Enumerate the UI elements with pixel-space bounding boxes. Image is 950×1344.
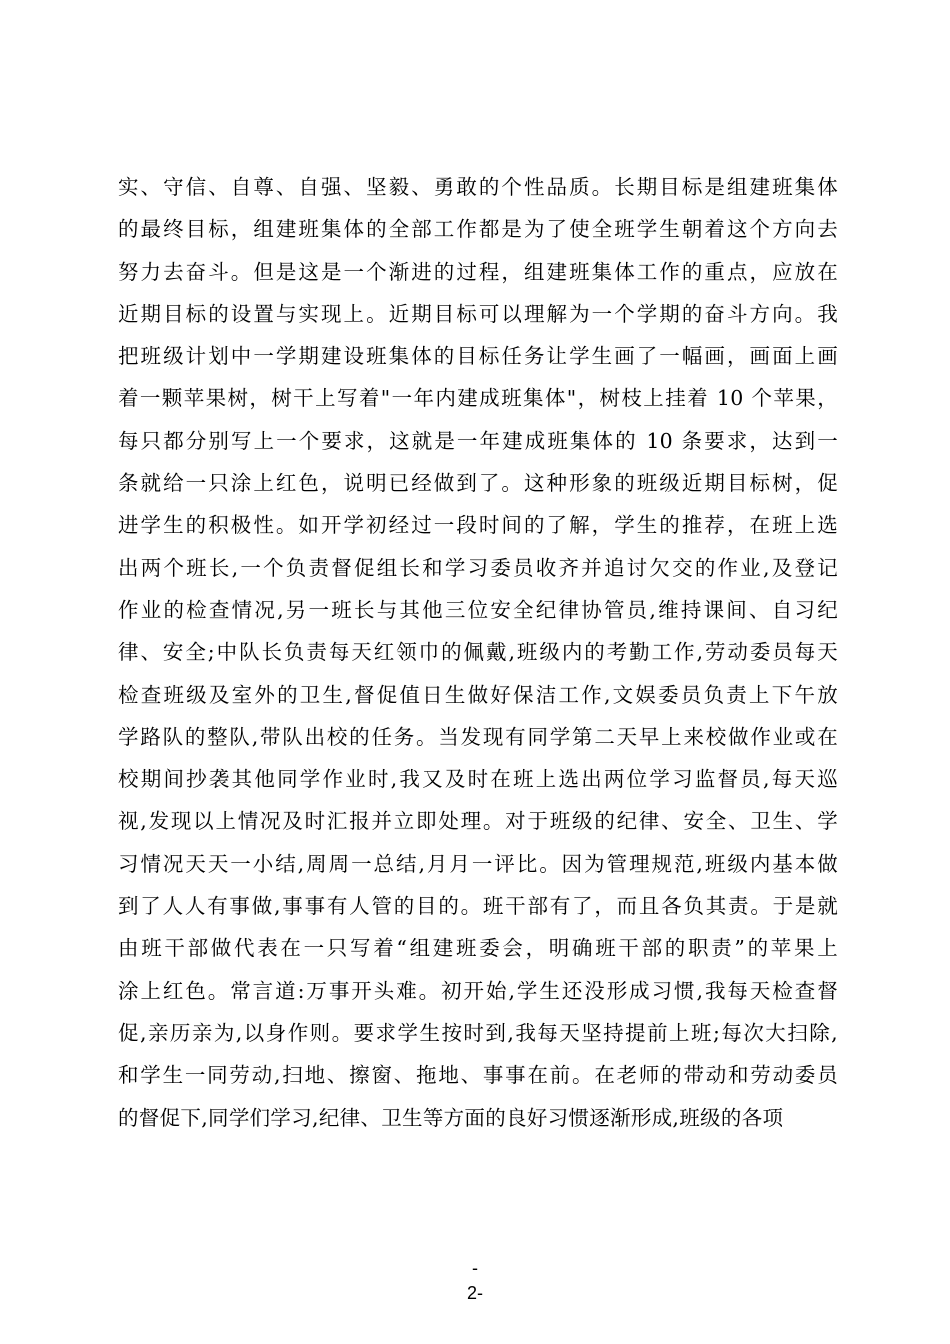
text-line: 着一颗苹果树，树干上写着"一年内建成班集体"，树枝上挂着 10 个苹果， [118, 386, 838, 411]
text-line: 学路队的整队,带队出校的任务。当发现有同学第二天早上来校做作业或在 [118, 724, 838, 749]
text-line: 出两个班长,一个负责督促组长和学习委员收齐并追讨欠交的作业,及登记 [118, 555, 838, 580]
text-line: 视,发现以上情况及时汇报并立即处理。对于班级的纪律、安全、卫生、学 [118, 809, 838, 834]
text-line: 近期目标的设置与实现上。近期目标可以理解为一个学期的奋斗方向。我 [118, 301, 838, 326]
text-line: 实、守信、自尊、自强、坚毅、勇敢的个性品质。长期目标是组建班集体 [118, 175, 838, 199]
footer-dash: - [472, 1258, 478, 1278]
text-line: 作业的检查情况,另一班长与其他三位安全纪律协管员,维持课间、自习纪 [118, 597, 838, 622]
text-line: 到了人人有事做,事事有人管的目的。班干部有了，而且各负其责。于是就 [118, 894, 838, 919]
text-line: 条就给一只涂上红色，说明已经做到了。这种形象的班级近期目标树，促 [118, 471, 838, 496]
text-line: 努力去奋斗。但是这是一个渐进的过程，组建班集体工作的重点，应放在 [118, 259, 838, 284]
text-line: 涂上红色。常言道:万事开头难。初开始,学生还没形成习惯,我每天检查督 [118, 978, 838, 1003]
text-line: 律、安全;中队长负责每天红领巾的佩戴,班级内的考勤工作,劳动委员每天 [118, 640, 838, 665]
text-line: 进学生的积极性。如开学初经过一段时间的了解，学生的推荐，在班上选 [118, 513, 838, 538]
text-line: 每只都分别写上一个要求，这就是一年建成班集体的 10 条要求，达到一 [118, 428, 838, 453]
body-text [118, 166, 838, 1139]
text-line: 促,亲历亲为,以身作则。要求学生按时到,我每天坚持提前上班;每次大扫除, [118, 1020, 838, 1045]
page-number: 2- [466, 1283, 483, 1303]
text-line: 习情况天天一小结,周周一总结,月月一评比。因为管理规范,班级内基本做 [118, 851, 838, 876]
text-line: 和学生一同劳动,扫地、擦窗、拖地、事事在前。在老师的带动和劳动委员 [118, 1063, 838, 1088]
text-line: 检查班级及室外的卫生,督促值日生做好保洁工作,文娱委员负责上下午放 [118, 682, 838, 707]
text-line: 由班干部做代表在一只写着“组建班委会，明确班干部的职责”的苹果上 [118, 936, 838, 961]
text-line: 的最终目标，组建班集体的全部工作都是为了使全班学生朝着这个方向去 [118, 217, 838, 242]
text-line: 把班级计划中一学期建设班集体的目标任务让学生画了一幅画，画面上画 [118, 344, 838, 369]
text-line: 的督促下,同学们学习,纪律、卫生等方面的良好习惯逐渐形成,班级的各项 [118, 1105, 784, 1130]
text-line: 校期间抄袭其他同学作业时,我又及时在班上选出两位学习监督员,每天巡 [118, 767, 838, 792]
